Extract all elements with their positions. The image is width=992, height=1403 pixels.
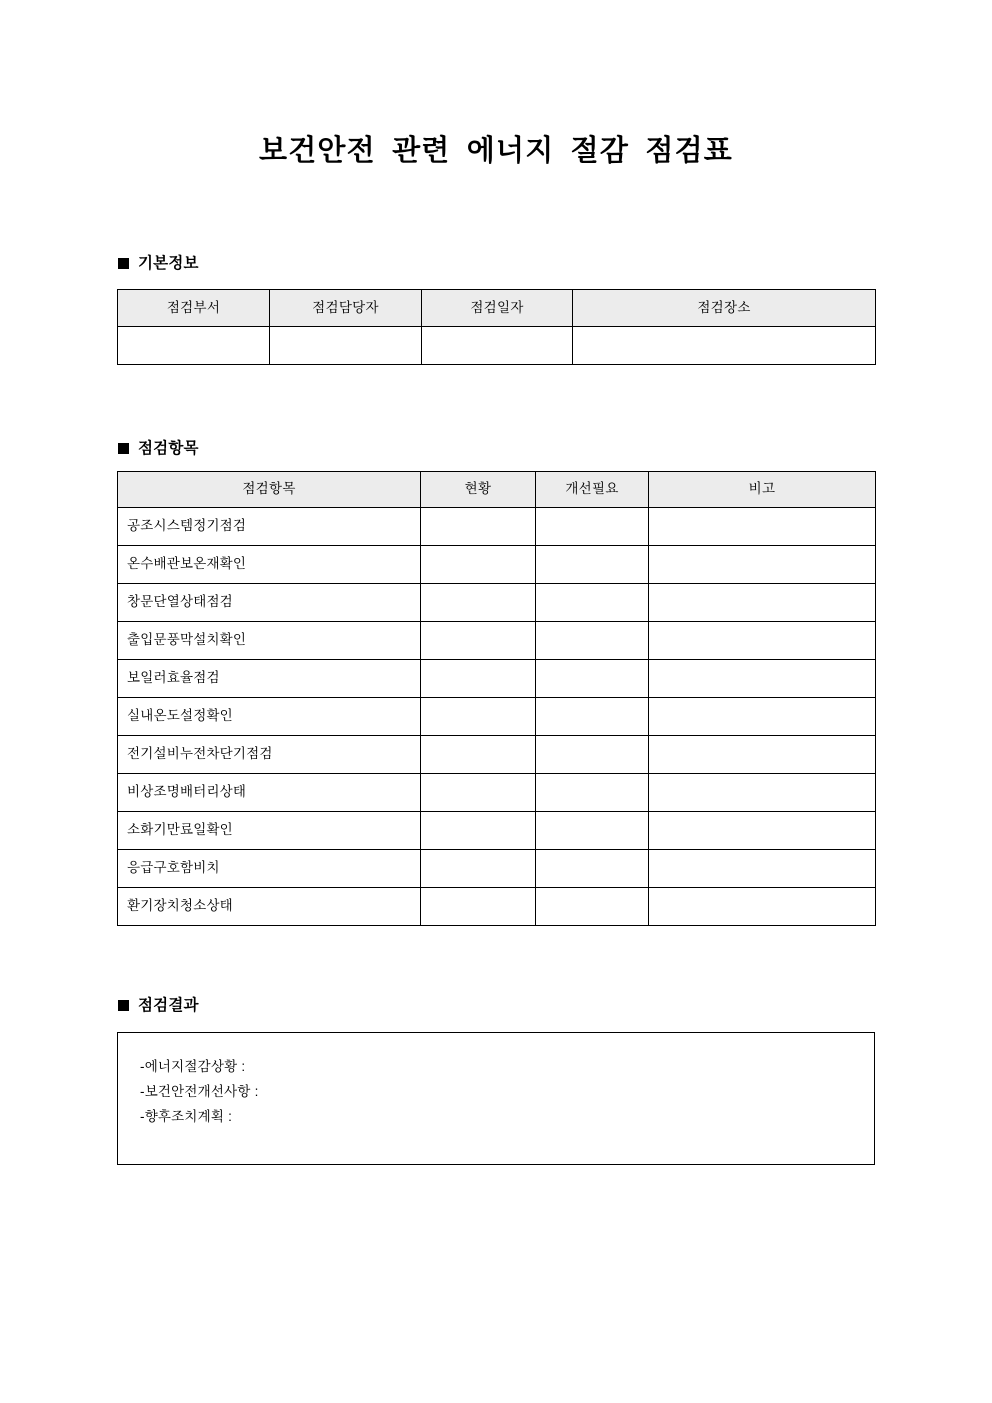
cell-remarks[interactable] <box>649 622 876 660</box>
table-row <box>118 774 876 812</box>
cell-remarks[interactable] <box>649 660 876 698</box>
square-bullet-icon <box>118 258 129 269</box>
page-title: 보건안전 관련 에너지 절감 점검표 <box>258 135 734 167</box>
section-header-result-label: 점검결과 <box>138 997 199 1014</box>
table-row <box>118 660 876 698</box>
column-header-inspector: 점검담당자 <box>270 290 422 327</box>
cell-check-item: 공조시스템정기점검 <box>118 508 421 546</box>
cell-status[interactable] <box>421 888 536 926</box>
column-header-date: 점검일자 <box>422 290 573 327</box>
cell-remarks[interactable] <box>649 736 876 774</box>
cell-check-item: 응급구호함비치 <box>118 850 421 888</box>
cell-check-item: 비상조명배터리상태 <box>118 774 421 812</box>
section-header-basic-info-label: 기본정보 <box>138 255 199 272</box>
cell-check-item: 온수배관보온재확인 <box>118 546 421 584</box>
cell-location[interactable] <box>573 327 876 365</box>
cell-remarks[interactable] <box>649 698 876 736</box>
table-row <box>118 850 876 888</box>
cell-check-item: 보일러효율점검 <box>118 660 421 698</box>
column-header-department: 점검부서 <box>118 290 270 327</box>
cell-status[interactable] <box>421 546 536 584</box>
table-header-row <box>118 290 876 327</box>
cell-check-item: 소화기만료일확인 <box>118 812 421 850</box>
cell-status[interactable] <box>421 622 536 660</box>
cell-check-item: 창문단열상태점검 <box>118 584 421 622</box>
table-row <box>118 888 876 926</box>
cell-date[interactable] <box>422 327 573 365</box>
cell-needs-improvement[interactable] <box>536 774 649 812</box>
result-line: -향후조치계획 : <box>140 1109 233 1124</box>
cell-remarks[interactable] <box>649 774 876 812</box>
cell-remarks[interactable] <box>649 546 876 584</box>
result-line: -보건안전개선사항 : <box>140 1084 259 1099</box>
check-items-table <box>117 471 876 926</box>
column-header-check-item: 점검항목 <box>118 472 421 508</box>
result-box[interactable] <box>117 1032 875 1165</box>
cell-needs-improvement[interactable] <box>536 812 649 850</box>
cell-status[interactable] <box>421 698 536 736</box>
result-line: -에너지절감상황 : <box>140 1059 246 1074</box>
cell-remarks[interactable] <box>649 508 876 546</box>
section-header-basic-info <box>118 256 199 272</box>
cell-status[interactable] <box>421 812 536 850</box>
cell-check-item: 전기설비누전차단기점검 <box>118 736 421 774</box>
cell-status[interactable] <box>421 584 536 622</box>
table-row <box>118 508 876 546</box>
cell-remarks[interactable] <box>649 888 876 926</box>
cell-department[interactable] <box>118 327 270 365</box>
table-header-row <box>118 472 876 508</box>
cell-check-item: 실내온도설정확인 <box>118 698 421 736</box>
cell-needs-improvement[interactable] <box>536 698 649 736</box>
cell-needs-improvement[interactable] <box>536 850 649 888</box>
cell-needs-improvement[interactable] <box>536 660 649 698</box>
section-header-check-items-label: 점검항목 <box>138 440 199 457</box>
section-header-result <box>118 998 199 1014</box>
cell-remarks[interactable] <box>649 584 876 622</box>
cell-status[interactable] <box>421 774 536 812</box>
cell-status[interactable] <box>421 660 536 698</box>
cell-needs-improvement[interactable] <box>536 888 649 926</box>
column-header-location: 점검장소 <box>573 290 876 327</box>
cell-check-item: 출입문풍막설치확인 <box>118 622 421 660</box>
table-row <box>118 546 876 584</box>
table-row <box>118 584 876 622</box>
cell-status[interactable] <box>421 736 536 774</box>
cell-inspector[interactable] <box>270 327 422 365</box>
section-header-check-items <box>118 441 199 457</box>
cell-status[interactable] <box>421 850 536 888</box>
table-row <box>118 698 876 736</box>
cell-remarks[interactable] <box>649 850 876 888</box>
column-header-status: 현황 <box>421 472 536 508</box>
table-row <box>118 736 876 774</box>
cell-needs-improvement[interactable] <box>536 622 649 660</box>
result-lines <box>118 1033 874 1129</box>
table-row <box>118 622 876 660</box>
square-bullet-icon <box>118 1000 129 1011</box>
cell-needs-improvement[interactable] <box>536 546 649 584</box>
cell-needs-improvement[interactable] <box>536 584 649 622</box>
basic-info-table <box>117 289 876 365</box>
table-row <box>118 327 876 365</box>
column-header-needs-improvement: 개선필요 <box>536 472 649 508</box>
cell-remarks[interactable] <box>649 812 876 850</box>
cell-needs-improvement[interactable] <box>536 508 649 546</box>
cell-status[interactable] <box>421 508 536 546</box>
cell-needs-improvement[interactable] <box>536 736 649 774</box>
cell-check-item: 환기장치청소상태 <box>118 888 421 926</box>
column-header-remarks: 비고 <box>649 472 876 508</box>
square-bullet-icon <box>118 443 129 454</box>
table-row <box>118 812 876 850</box>
